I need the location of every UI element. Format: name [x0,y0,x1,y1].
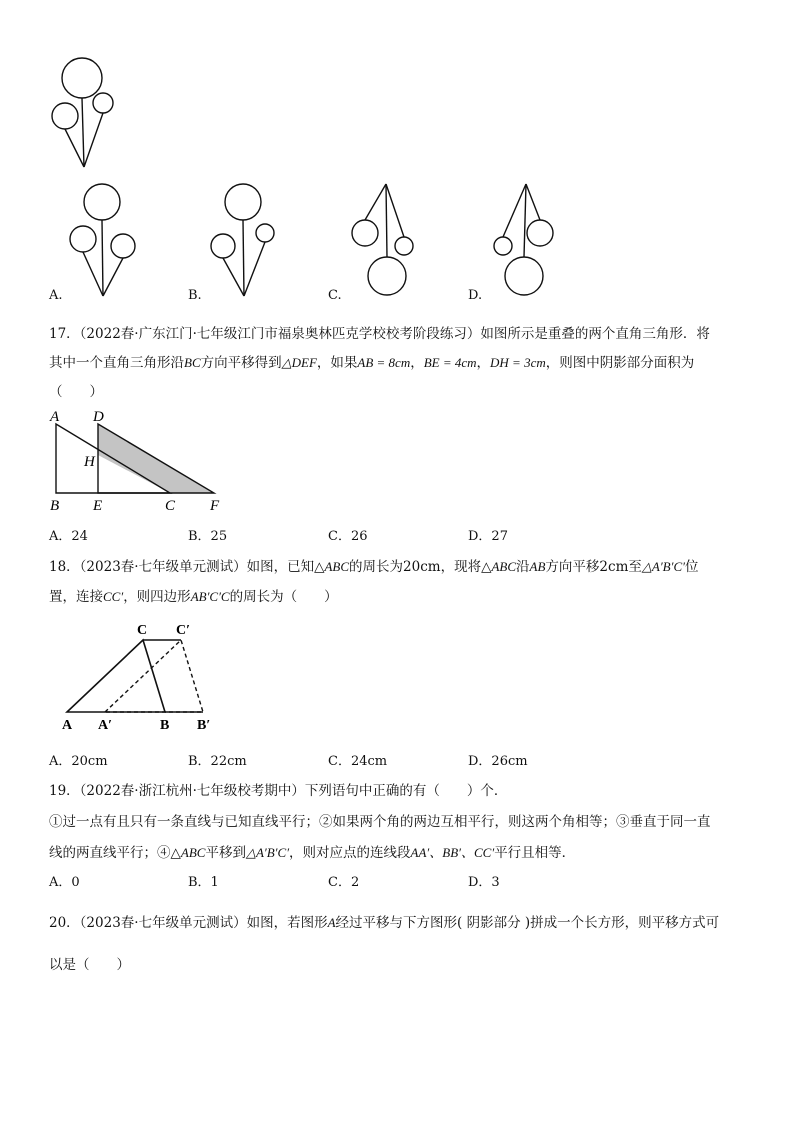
q20-stem-line1 [49,911,719,931]
q18-text: 方向平移2cm至 [545,559,642,575]
q19-stem-line3 [49,841,575,861]
q18-label-c: C [137,623,148,638]
q18-label-cp: C′ [176,623,191,638]
q19-option-d[interactable]: D．3 [468,875,500,890]
q18-abc: ABC [491,559,517,574]
q18-label-ap: A′ [98,718,113,733]
q17-ab-value: AB = 8cm [357,355,411,370]
q19-text: 平行且相等． [494,845,576,861]
q17-option-c[interactable]: C．26 [328,529,368,544]
q18-text: ，则四边形 [123,589,191,605]
q18-quad: AB′C′C [190,589,230,604]
q19-option-c[interactable]: C．2 [328,875,360,890]
q19-abc: ABC [180,845,206,860]
q19-apbpcp: △A′B′C′ [245,845,290,860]
q16-option-a[interactable]: A. [49,288,63,303]
q18-label-bp: B′ [197,718,211,733]
q18-apbpcp: △A′B′C′ [641,559,685,574]
q20-shape-a: A [327,915,336,930]
q18-abc: ABC [324,559,350,574]
q17-sep: ， [476,355,491,371]
q17-label-h: H [84,454,95,470]
q17-label-c: C [165,498,176,514]
q17-text: ，则图中阴影部分面积为 [545,355,695,371]
q17-label-f: F [210,498,220,514]
q17-label-a: A [50,409,60,425]
q18-option-a[interactable]: A．20cm [49,754,108,769]
q20-text: 拼成一个长方形，则平移方式可 [530,915,720,931]
q16-option-b[interactable]: B. [188,288,202,303]
q17-bc: BC [184,355,201,370]
q18-option-c[interactable]: C．24cm [328,754,388,769]
q18-option-b[interactable]: B．22cm [188,754,247,769]
q17-option-b[interactable]: B．25 [188,529,228,544]
q19-segments: AA′、BB′、CC′ [410,845,495,860]
q17-sep: ， [410,355,424,371]
q20-stem-line2: 以是（ ） [49,957,130,973]
q19-text: 线的两直线平行；④△ [49,845,181,861]
q18-text: 置，连接 [49,589,103,605]
q17-label-e: E [93,498,103,514]
q17-stem-line1: 17．（2022春·广东江门·七年级江门市福泉奥林匹克学校校考阶段练习）如图所示是重叠的两个直角三角形．将 [49,326,710,342]
q18-text: 位 [684,559,699,575]
q17-dh-value: DH = 3cm [490,355,546,370]
q16-option-d[interactable]: D. [468,288,483,303]
q19-stem-line1: 19．（2022春·浙江杭州·七年级校考期中）下列语句中正确的有（ ）个． [49,783,508,799]
q17-label-b: B [50,498,60,514]
q18-text: 沿 [516,559,530,575]
q17-text: 方向平移得到 [200,355,282,371]
q19-option-b[interactable]: B．1 [188,875,219,890]
q19-stem-line2: ①过一点有且只有一条直线与已知直线平行；②如果两个角的两边互相平行，则这两个角相等；③垂直于同一直 [49,814,711,830]
q18-text: 的周长为20cm，现将△ [349,559,492,575]
q20-text: 20．（2023春·七年级单元测试）如图，若图形 [49,915,328,931]
q18-label-b: B [160,718,170,733]
q18-label-a: A [62,718,73,733]
q18-ccp: CC′ [103,589,124,604]
q18-text: 的周长为（ ） [229,589,338,605]
q17-option-d[interactable]: D．27 [468,529,508,544]
q18-text: 18．（2023春·七年级单元测试）如图，已知△ [49,559,325,575]
q18-option-d[interactable]: D．26cm [468,754,528,769]
q20-shaded-part: ( 阴影部分 ) [457,915,531,931]
q17-text: 其中一个直角三角形沿 [49,355,184,371]
q19-text: 平移到 [205,845,246,861]
q20-text: 经过平移与下方图形 [335,915,458,931]
q17-answer-paren: （ ） [49,384,103,400]
q19-text: ，则对应点的连线段 [289,845,411,861]
q17-text: ，如果 [316,355,358,371]
q18-ab: AB [529,559,546,574]
q17-def: △DEF [281,355,317,370]
q16-option-c[interactable]: C. [328,288,342,303]
q17-option-a[interactable]: A．24 [49,529,88,544]
q17-be-value: BE = 4cm [423,355,477,370]
q17-label-d: D [93,409,104,425]
q19-option-a[interactable]: A．0 [49,875,80,890]
